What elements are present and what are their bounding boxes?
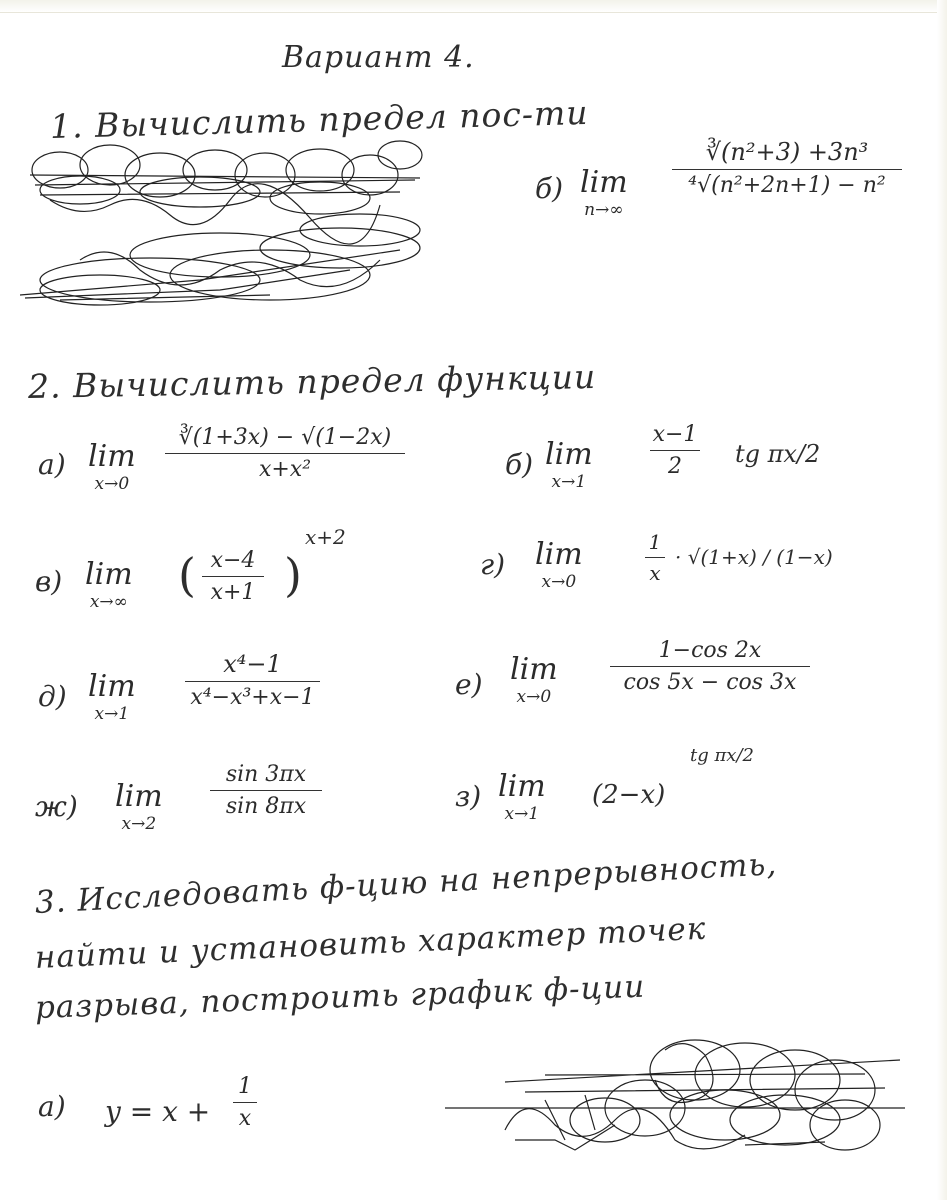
fraction-denominator: x⁴−x³+x−1 [190, 685, 315, 710]
scribble-block-1 [20, 130, 440, 330]
section3-heading-line2: найти и установить характер точек [34, 910, 707, 976]
section2-item-a-fraction [165, 425, 405, 482]
fraction-bar [165, 453, 405, 454]
fraction-numerator: ∛(1+3x) − √(1−2x) [178, 425, 392, 450]
section2-item-b-label: б) [505, 448, 534, 481]
section2-item-e-fraction [610, 638, 810, 695]
fraction-denominator: x [238, 1106, 252, 1131]
section3-item-a-expr: y = x + [105, 1095, 211, 1128]
left-paren: ( [178, 548, 196, 602]
fraction-numerator: x−1 [652, 422, 698, 447]
fraction-bar [645, 557, 665, 558]
section2-item-g-fraction [645, 530, 665, 585]
section2-item-v-lim [85, 557, 133, 612]
section1-item-b-label: б) [535, 172, 564, 205]
fraction-numerator: x−4 [210, 548, 256, 573]
section2-item-z-lim [498, 769, 546, 824]
fraction-denominator: sin 8πx [225, 794, 307, 819]
section2-item-v-label: в) [35, 565, 63, 598]
section2-item-b-tail: tg πx/2 [735, 440, 821, 468]
lim-word: lim [115, 779, 163, 814]
section2-item-z-exponent: tg πx/2 [690, 745, 754, 766]
lim-subscript: x→0 [516, 687, 552, 707]
lim-subscript: x→∞ [89, 592, 128, 612]
fraction-denominator: x [649, 561, 661, 585]
lim-subscript: x→1 [504, 804, 540, 824]
section3-item-a-fraction [233, 1074, 257, 1131]
section2-item-b-lim [545, 437, 593, 492]
fraction-numerator: 1 [238, 1074, 252, 1099]
page-title: Вариант 4. [282, 40, 475, 75]
lim-word: lim [580, 165, 628, 200]
section2-item-g-label: г) [480, 548, 506, 581]
lim-word: lim [88, 669, 136, 704]
section2-item-b-fraction [650, 422, 700, 479]
section2-item-g-lim [535, 537, 583, 592]
fraction-numerator: x⁴−1 [223, 650, 282, 678]
section2-item-a-label: а) [38, 448, 66, 481]
section2-item-v-fraction [202, 548, 264, 605]
section2-item-e-label: е) [455, 668, 483, 701]
lim-subscript: x→0 [541, 572, 577, 592]
lim-word: lim [88, 439, 136, 474]
section2-item-v-exponent: x+2 [305, 525, 346, 549]
section2-item-d-label: д) [38, 680, 67, 713]
section2-item-z-base: (2−x) [592, 780, 666, 810]
fraction-numerator: ∛(n²+3) +3n³ [705, 138, 869, 166]
section2-item-d-lim [88, 669, 136, 724]
lim-word: lim [510, 652, 558, 687]
section3-heading-line3: разрыва, построить график ф-ции [34, 968, 646, 1026]
section2-item-zh-label: ж) [35, 790, 78, 823]
fraction-bar [610, 666, 810, 667]
section2-item-g-tail: · √(1+x) / (1−x) [675, 545, 833, 569]
lim-subscript: x→1 [94, 704, 130, 724]
scribble-block-2 [445, 1030, 915, 1160]
lim-word: lim [85, 557, 133, 592]
fraction-numerator: sin 3πx [225, 762, 307, 787]
fraction-denominator: 2 [668, 454, 682, 479]
lim-word: lim [498, 769, 546, 804]
section1-item-b-fraction [672, 138, 902, 198]
section1-item-b-lim [580, 165, 628, 220]
section2-item-zh-fraction [210, 762, 322, 819]
paper-edge-right [937, 0, 947, 1200]
fraction-bar [672, 169, 902, 170]
section2-item-zh-lim [115, 779, 163, 834]
fraction-numerator: 1−cos 2x [658, 638, 762, 663]
section2-item-z-label: з) [455, 780, 482, 813]
section3-item-a-label: а) [38, 1090, 66, 1123]
lim-subscript: x→2 [121, 814, 157, 834]
fraction-bar [202, 576, 264, 577]
fraction-denominator: x+x² [258, 457, 312, 482]
paper-edge-top [0, 0, 947, 13]
lim-subscript: n→∞ [584, 200, 624, 220]
lim-word: lim [545, 437, 593, 472]
fraction-bar [210, 790, 322, 791]
section2-item-d-fraction [185, 650, 320, 710]
lim-subscript: x→0 [94, 474, 130, 494]
section3-heading-line1: 3. Исследовать ф-цию на непрерывность, [34, 846, 779, 921]
fraction-bar [185, 681, 320, 682]
fraction-numerator: 1 [648, 530, 662, 554]
lim-subscript: x→1 [551, 472, 587, 492]
section2-item-e-lim [510, 652, 558, 707]
lim-word: lim [535, 537, 583, 572]
fraction-denominator: ⁴√(n²+2n+1) − n² [688, 173, 886, 198]
fraction-bar [233, 1102, 257, 1103]
right-paren: ) [284, 548, 302, 602]
section1-heading: 1. Вычислить предел пос-ти [49, 92, 589, 147]
fraction-denominator: cos 5x − cos 3x [623, 670, 797, 695]
fraction-denominator: x+1 [210, 580, 256, 605]
section2-item-a-lim [88, 439, 136, 494]
section2-heading: 2. Вычислить предел функции [27, 357, 597, 406]
fraction-bar [650, 450, 700, 451]
